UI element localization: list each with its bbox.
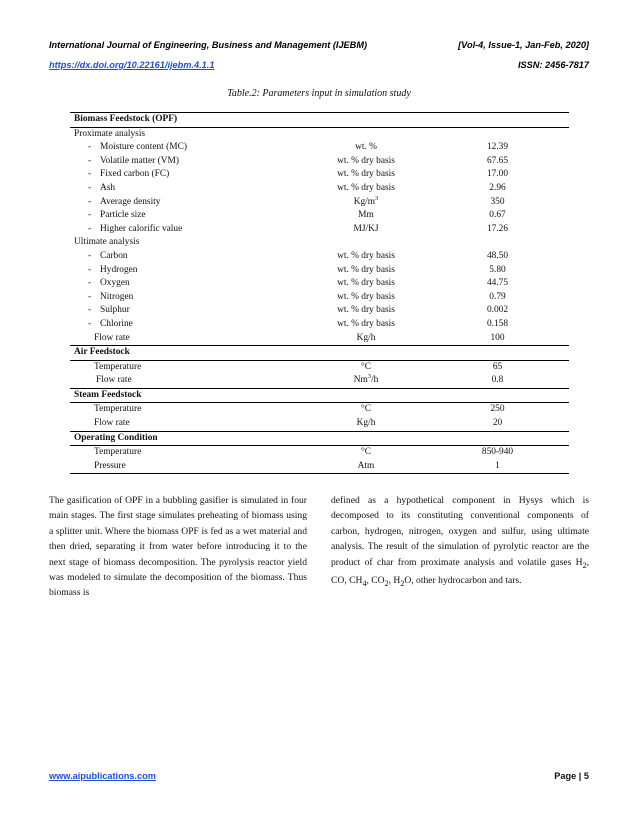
param-value: 850-940 xyxy=(481,447,514,458)
table-row xyxy=(70,155,569,169)
param-name: Nitrogen xyxy=(100,291,134,302)
unit-base: Nm xyxy=(353,375,368,386)
section-air xyxy=(70,346,569,361)
text-run: , CO, CH xyxy=(331,556,589,586)
subsection-ultimate xyxy=(70,236,569,250)
param-name: Temperature xyxy=(94,447,142,458)
table-row xyxy=(70,209,569,223)
table-row xyxy=(70,304,569,318)
table-row xyxy=(70,250,569,264)
param-name: Average density xyxy=(100,196,161,207)
subscript: 4 xyxy=(362,578,367,588)
param-value: 0.002 xyxy=(486,305,509,316)
bullet-dash: - xyxy=(88,278,92,289)
table-caption: Table.2: Parameters input in simulation study xyxy=(227,88,411,99)
table-row xyxy=(70,403,569,417)
body-text-left: The gasification of OPF in a bubbling gasifier is simulated in four main stages. The first stage simulates preheating of biomass using a splitter unit. Where the biomass OPF is fed as a wet material and then dried, separating it from water before introducing it to the next stage of biomass decomposition. The pyrolysis reactor yield was modeled to simulate the decomposition of the biomass. Thus biomass is xyxy=(49,495,307,599)
table-row xyxy=(70,360,569,374)
unit-superscript: 3 xyxy=(375,194,379,202)
param-name: Flow rate xyxy=(96,375,132,386)
table-row xyxy=(70,168,569,182)
table-row xyxy=(70,182,569,196)
param-name: Fixed carbon (FC) xyxy=(100,169,170,180)
subscript: 2 xyxy=(384,578,389,588)
param-name: Ash xyxy=(100,182,116,193)
section-biomass xyxy=(70,113,569,128)
section-steam xyxy=(70,388,569,403)
param-value: 100 xyxy=(490,332,505,343)
bullet-dash: - xyxy=(88,264,92,275)
param-name: Pressure xyxy=(70,460,306,474)
param-name: Flow rate xyxy=(94,332,130,343)
param-unit: Kg/h xyxy=(356,418,376,429)
param-name: Flow rate xyxy=(94,418,130,429)
param-name: Temperature xyxy=(94,404,142,415)
table-row xyxy=(70,141,569,155)
subsection-proximate xyxy=(70,127,569,141)
bullet-dash: - xyxy=(88,223,92,234)
param-name: Particle size xyxy=(100,210,146,221)
element-symbol: H xyxy=(575,556,583,568)
param-value: 48.50 xyxy=(486,250,509,261)
subsection-title: Ultimate analysis xyxy=(74,237,140,248)
subscript: 2 xyxy=(582,560,587,570)
table-row xyxy=(70,318,569,332)
bullet-dash: - xyxy=(88,196,92,207)
param-unit: Atm xyxy=(306,460,426,474)
param-name: Moisture content (MC) xyxy=(100,142,187,153)
param-name: Oxygen xyxy=(100,278,130,289)
journal-title: International Journal of Engineering, Business and Management (IJEBM) xyxy=(49,40,368,50)
param-name: Carbon xyxy=(100,250,128,261)
text-run: , H xyxy=(388,574,401,586)
formula-h2 xyxy=(576,557,587,568)
param-value: 0.67 xyxy=(489,210,506,221)
bullet-dash: - xyxy=(88,250,92,261)
body-text-right xyxy=(331,493,589,591)
subscript: 2 xyxy=(400,578,405,588)
text-run: O, other hydrocarbon and tars. xyxy=(404,574,522,586)
bullet-dash: - xyxy=(88,318,92,329)
table-row xyxy=(70,417,569,431)
param-unit: °C xyxy=(360,404,371,415)
param-value: 17.00 xyxy=(486,169,509,180)
param-value: 350 xyxy=(490,196,505,207)
bullet-dash: - xyxy=(88,142,92,153)
section-title: Air Feedstock xyxy=(70,346,569,361)
param-unit: wt. % dry basis xyxy=(337,182,395,193)
param-unit: wt. % dry basis xyxy=(337,155,395,166)
param-unit: wt. % dry basis xyxy=(337,169,395,180)
table-row xyxy=(70,332,569,346)
table-row xyxy=(70,460,569,474)
param-unit: wt. % xyxy=(355,142,377,153)
bullet-dash: - xyxy=(88,182,92,193)
param-unit xyxy=(306,196,426,210)
param-value: 20 xyxy=(492,418,503,429)
table-row xyxy=(70,264,569,278)
page-number: Page | 5 xyxy=(554,771,589,781)
doi-link[interactable]: https://dx.doi.org/10.22161/ijebm.4.1.1 xyxy=(49,60,215,70)
table-row xyxy=(70,196,569,210)
param-name: Volatile matter (VM) xyxy=(100,155,179,166)
unit-base: Kg/m xyxy=(353,196,376,207)
param-value: 2.96 xyxy=(489,182,506,193)
param-value: 0.158 xyxy=(486,318,509,329)
text-run: defined as a hypothetical component in Hysys which is decomposed to its constituting conventional components of carbon, hydrogen, nitrogen, oxygen and sulfur, using ultimate analysis. The result of the simulation of pyrolytic reactor are the product of char from proximate analysis and volatile gases xyxy=(331,495,589,568)
param-name: Chlorine xyxy=(100,318,133,329)
param-name: Sulphur xyxy=(100,305,130,316)
param-value: 5.80 xyxy=(489,264,506,275)
unit-tail: /h xyxy=(371,375,379,386)
bullet-dash: - xyxy=(88,210,92,221)
table-row xyxy=(70,277,569,291)
issn: ISSN: 2456-7817 xyxy=(518,60,589,70)
param-unit: wt. % dry basis xyxy=(337,278,395,289)
param-value: 67.65 xyxy=(486,155,509,166)
param-unit: wt. % dry basis xyxy=(337,264,395,275)
subsection-title: Proximate analysis xyxy=(74,128,146,139)
param-name: Higher calorific value xyxy=(100,223,183,234)
param-name: Hydrogen xyxy=(100,264,138,275)
param-unit: wt. % dry basis xyxy=(337,305,395,316)
issue-info: [Vol-4, Issue-1, Jan-Feb, 2020] xyxy=(458,40,589,50)
section-operating xyxy=(70,431,569,446)
parameters-table xyxy=(70,112,569,474)
section-title: Steam Feedstock xyxy=(70,388,569,403)
table-row xyxy=(70,223,569,237)
param-name: Temperature xyxy=(94,361,142,372)
param-unit: °C xyxy=(360,447,371,458)
bullet-dash: - xyxy=(88,155,92,166)
param-value: 44.75 xyxy=(486,278,509,289)
param-value: 65 xyxy=(492,361,503,372)
param-value: 12.39 xyxy=(486,142,509,153)
param-unit xyxy=(306,374,426,388)
param-value: 0.8 xyxy=(491,375,504,386)
bullet-dash: - xyxy=(88,291,92,302)
param-value: 1 xyxy=(426,460,569,474)
text-run: , CO xyxy=(366,574,385,586)
bullet-dash: - xyxy=(88,305,92,316)
unit-superscript: 3 xyxy=(367,373,371,381)
param-unit: Kg/h xyxy=(356,332,376,343)
param-value: 250 xyxy=(490,404,505,415)
table-row xyxy=(70,446,569,460)
publisher-link[interactable]: www.aipublications.com xyxy=(49,771,156,781)
param-value: 17.26 xyxy=(486,223,509,234)
param-value: 0.79 xyxy=(489,291,506,302)
param-unit: wt. % dry basis xyxy=(337,250,395,261)
param-unit: MJ/KJ xyxy=(353,223,379,234)
table-row xyxy=(70,291,569,305)
param-unit: wt. % dry basis xyxy=(337,291,395,302)
param-unit: wt. % dry basis xyxy=(337,318,395,329)
table-row xyxy=(70,374,569,388)
bullet-dash: - xyxy=(88,169,92,180)
section-title: Operating Condition xyxy=(70,431,569,446)
param-unit: Mm xyxy=(358,210,374,221)
param-unit: °C xyxy=(360,361,371,372)
section-title: Biomass Feedstock (OPF) xyxy=(70,113,569,128)
